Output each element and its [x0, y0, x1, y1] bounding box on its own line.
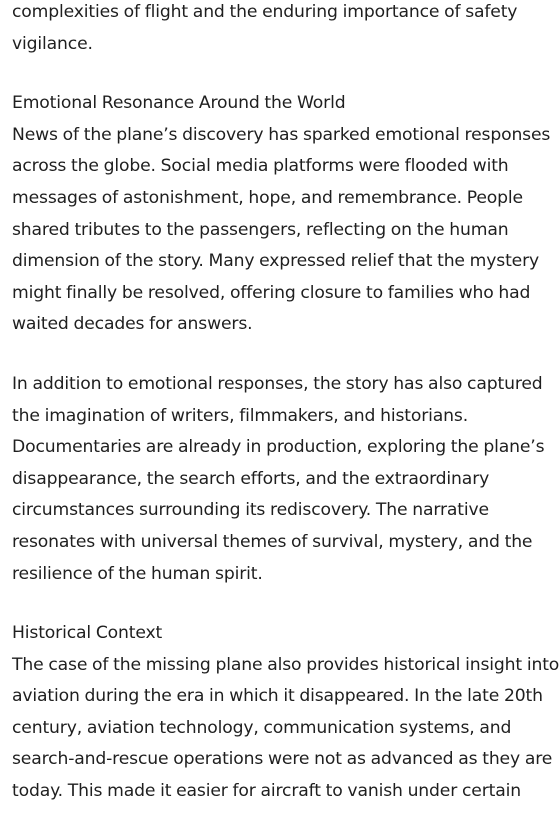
section-emotional-resonance — [12, 88, 552, 341]
paragraph-line: century, aviation technology, communication systems, and — [12, 717, 512, 738]
paragraph-line: messages of astonishment, hope, and remembrance. People — [12, 187, 523, 208]
paragraph-line: In addition to emotional responses, the story has also captured — [12, 373, 543, 394]
paragraph-line: search-and-rescue operations were not as advanced as they are — [12, 749, 553, 770]
paragraph-line: resonates with universal themes of survival, mystery, and the — [12, 531, 533, 552]
paragraph-line: the imagination of writers, filmmakers, and historians. — [12, 405, 469, 426]
intro-paragraph — [12, 0, 552, 60]
paragraph-line: complexities of flight and the enduring importance of safety — [12, 2, 518, 22]
section-historical-context — [12, 618, 559, 808]
paragraph-line: disappearance, the search efforts, and the extraordinary — [12, 468, 490, 489]
paragraph-line: News of the plane’s discovery has sparked emotional responses — [12, 124, 551, 145]
paragraph-line: vigilance. — [12, 33, 93, 54]
paragraph-line: might finally be resolved, offering closure to families who had — [12, 282, 531, 303]
paragraph-line: Documentaries are already in production, exploring the plane’s — [12, 437, 545, 458]
paragraph-line: circumstances surrounding its rediscovery. The narrative — [12, 500, 489, 521]
section-heading: Emotional Resonance Around the World — [12, 93, 346, 114]
paragraph-line: waited decades for answers. — [12, 314, 253, 335]
paragraph-line: shared tributes to the passengers, reflecting on the human — [12, 219, 509, 240]
paragraph-line: today. This made it easier for aircraft to vanish under certain — [12, 781, 521, 802]
paragraph-line: dimension of the story. Many expressed relief that the mystery — [12, 251, 540, 272]
paragraph-line: across the globe. Social media platforms were flooded with — [12, 156, 509, 177]
paragraph-line: resilience of the human spirit. — [12, 563, 263, 584]
article-body — [12, 0, 559, 836]
paragraph-cultural-impact — [12, 369, 552, 590]
section-heading: Historical Context — [12, 623, 163, 644]
paragraph-line: The case of the missing plane also provides historical insight into — [12, 654, 559, 675]
paragraph-line: aviation during the era in which it disappeared. In the late 20th — [12, 686, 543, 707]
